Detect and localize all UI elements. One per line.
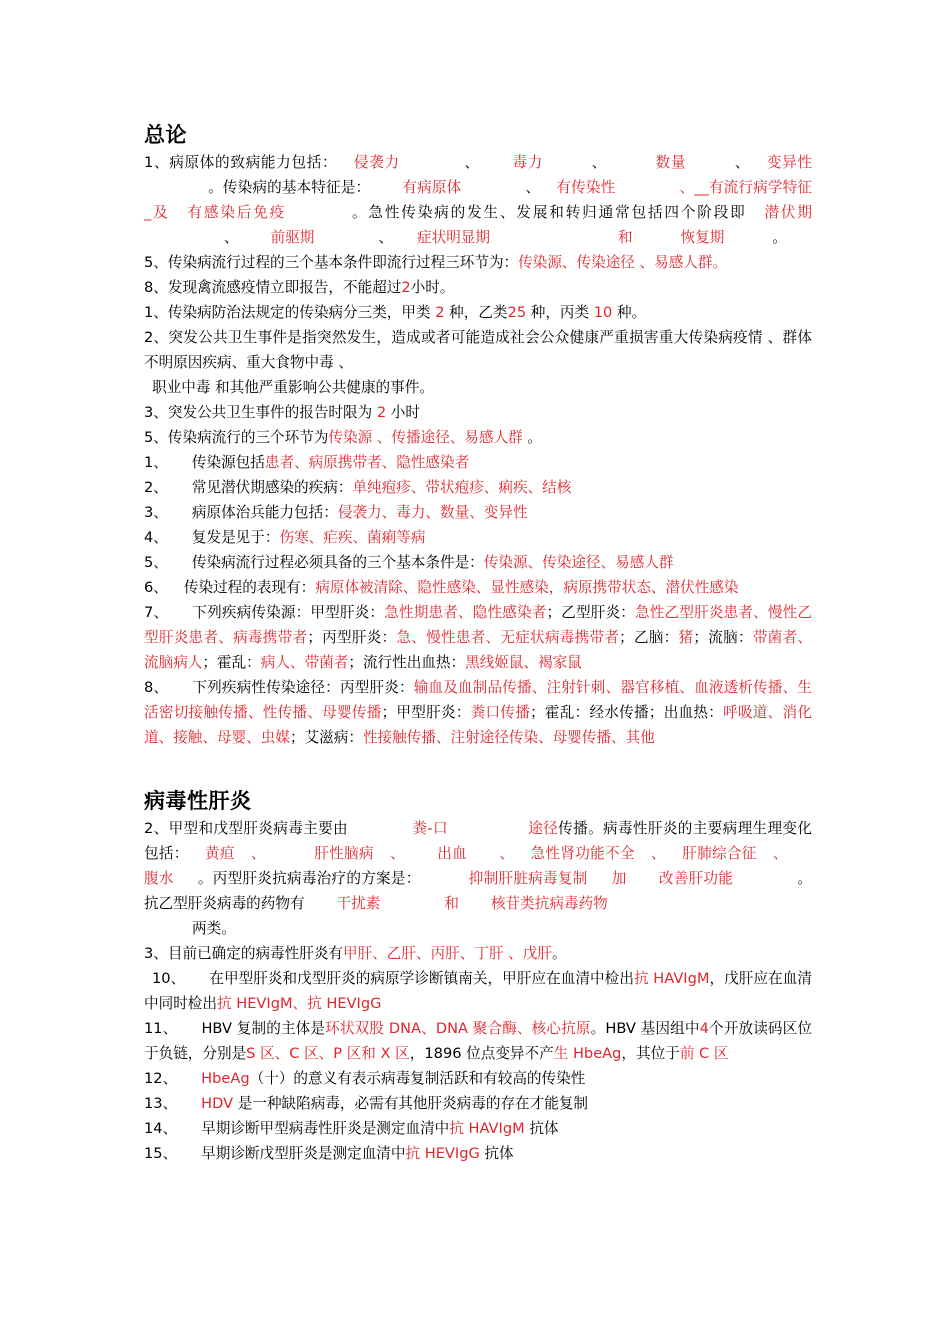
- list-item: 6、 传染过程的表现有：病原体被清除、隐性感染、显性感染，病原携带状态、潜伏性感染: [144, 579, 739, 596]
- section-title-overview: 总论: [144, 123, 187, 147]
- paragraph-infection-sources: 7、 下列疾病传染源：甲型肝炎：急性期患者、隐性感染者；乙型肝炎：急性乙型肝炎患者、慢性乙型肝炎患者、病毒携带者；丙型肝炎：急、慢性患者、无症状病毒携带者；乙脑：猪；流脑：带菌者、流脑病人；霍乱：病人、带菌者；流行性出血热：黑线姬鼠、褐家鼠: [144, 604, 812, 671]
- list-item: 1、 传染源包括患者、病原携带者、隐性感染者: [144, 454, 470, 471]
- paragraph-epidemic-conditions: 5、传染病流行过程的三个基本条件即流行过程三环节为：传染源、传染途径 、易感人群。: [144, 254, 728, 271]
- section-title-viral-hepatitis: 病毒性肝炎: [144, 789, 252, 813]
- paragraph-hav-early-diagnosis: 14、 早期诊断甲型病毒性肝炎是测定血清中抗 HAVIgM 抗体: [144, 1120, 559, 1137]
- paragraph-hdv: 13、 HDV 是一种缺陷病毒，必需有其他肝炎病毒的存在才能复制: [144, 1095, 589, 1112]
- paragraph-pathogen-ability: 1、病原体的致病能力包括： 侵袭力 、 毒力 、 数量 、 变异性。传染病的基本特征是： 有病原体 、 有传染性 、__有流行病学特征_及 有感染后免疫 。急性传染病的发生、发展和转归通常包括四个阶段即 潜伏期、 前驱期 、 症状明显期 和 恢复期 。: [144, 154, 812, 246]
- paragraph-avian-flu: 8、发现禽流感疫情立即报告，不能超过2小时。: [144, 279, 455, 296]
- list-item: 4、 复发是见于：伤寒、疟疾、菌痢等病: [144, 529, 426, 546]
- list-item: 5、 传染病流行过程必须具备的三个基本条件是：传染源、传染途径、易感人群: [144, 554, 674, 571]
- paragraph-hav-hev-diagnosis: 10、 在甲型肝炎和戊型肝炎的病原学诊断镇南关，甲肝应在血清中检出抗 HAVIgM，戊肝应在血清中同时检出抗 HEVIgM、抗 HEVIgG: [144, 970, 812, 1012]
- paragraph-report-time: 3、突发公共卫生事件的报告时限为 2 小时: [144, 404, 420, 421]
- paragraph-hbeag: 12、 HbeAg（十）的意义有表示病毒复制活跃和有较高的传染性: [144, 1070, 586, 1087]
- paragraph-hepatitis-pathology: 2、甲型和戊型肝炎病毒主要由 粪-口 途径传播。病毒性肝炎的主要病理生理变化包括： 黄疸 、 肝性脑病 、 出血 、 急性肾功能不全 、 肝肺综合征 、腹水 。丙型肝炎抗病毒治疗的方案是： 抑制肝脏病毒复制 加 改善肝功能 。抗乙型肝炎病毒的药物有 干扰素 和 核苷类抗病毒药物 两类。: [144, 820, 812, 937]
- paragraph-hepatitis-types: 3、目前已确定的病毒性肝炎有甲肝、乙肝、丙肝、丁肝 、戊肝。: [144, 945, 567, 962]
- list-item: 2、 常见潜伏期感染的疾病：单纯疱疹、带状疱疹、痢疾、结核: [144, 479, 572, 496]
- paragraph-hev-early-diagnosis: 15、 早期诊断戊型肝炎是测定血清中抗 HEVIgG 抗体: [144, 1145, 514, 1162]
- paragraph-three-links: 5、传染病流行的三个环节为传染源 、传播途径、易感人群 。: [144, 429, 543, 446]
- paragraph-hbv-replication: 11、 HBV 复制的主体是环状双股 DNA、DNA 聚合酶、核心抗原。HBV 基因组中4个开放读码区位于负链，分别是S 区、C 区、P 区和 X 区，1896 位点变异不产生 HbeAg，其位于前 C 区: [144, 1020, 812, 1062]
- list-item: 3、 病原体治兵能力包括：侵袭力、毒力、数量、变异性: [144, 504, 528, 521]
- document-page: [144, 120, 812, 1166]
- paragraph-transmission-routes: 8、 下列疾病性传染途径：丙型肝炎：输血及血制品传播、注射针刺、器官移植、血液透析传播、生活密切接触传播、性传播、母婴传播；甲型肝炎：粪口传播；霍乱：经水传播；出血热：呼吸道、消化道、接触、母婴、虫媒；艾滋病：性接触传播、注射途径传染、母婴传播、其他: [144, 679, 812, 746]
- paragraph-disease-classes: 1、传染病防治法规定的传染病分三类，甲类 2 种，乙类25 种，丙类 10 种。: [144, 304, 647, 321]
- paragraph-public-health-event: 2、突发公共卫生事件是指突然发生，造成或者可能造成社会公众健康严重损害重大传染病疫情 、群体不明原因疾病、重大食物中毒 、 职业中毒 和其他严重影响公共健康的事件。: [144, 329, 812, 396]
